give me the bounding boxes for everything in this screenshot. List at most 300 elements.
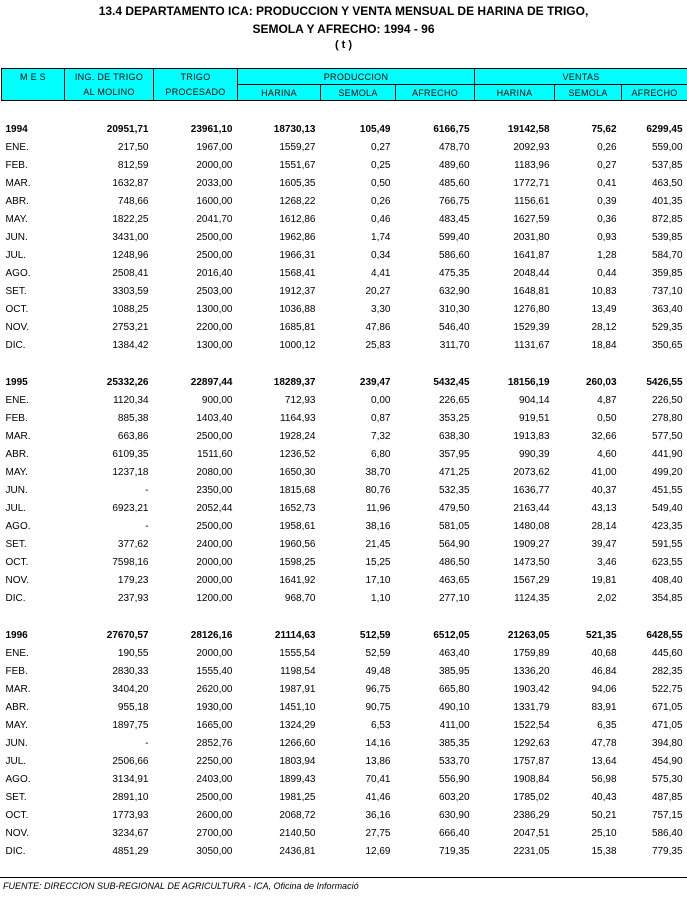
month-label: MAR.	[5, 683, 31, 695]
month-label: MAY.	[5, 213, 28, 225]
value-cell: 666,40	[438, 827, 470, 839]
value-cell: 12,69	[365, 845, 391, 857]
year-total-row	[2, 373, 687, 391]
month-label: AGO.	[5, 773, 31, 785]
value-cell: 451,55	[651, 484, 683, 496]
value-cell: 2031,80	[513, 231, 550, 243]
month-row	[2, 336, 687, 354]
value-cell: 2047,51	[513, 827, 550, 839]
value-cell: 665,80	[438, 683, 470, 695]
month-row	[2, 445, 687, 463]
value-cell: 1237,18	[112, 466, 149, 478]
value-cell: 599,40	[438, 231, 470, 243]
total-cell: 6428,55	[646, 629, 683, 641]
month-label: JUN.	[5, 737, 28, 749]
value-cell: 539,85	[651, 231, 683, 243]
total-cell: 18289,37	[273, 376, 316, 388]
value-cell: 2386,29	[513, 809, 550, 821]
value-cell: 885,38	[117, 412, 149, 424]
total-cell: 19142,58	[507, 123, 550, 135]
value-cell: 872,85	[651, 213, 683, 225]
month-label: ENE.	[5, 394, 29, 406]
value-cell: 2852,76	[196, 737, 233, 749]
value-cell: 2508,41	[112, 267, 149, 279]
value-cell: 6109,35	[112, 448, 149, 460]
spacer-row	[2, 607, 687, 626]
value-cell: 1912,37	[279, 285, 316, 297]
value-cell: 581,05	[438, 520, 470, 532]
value-cell: 2000,00	[196, 556, 233, 568]
value-cell: 2052,44	[196, 502, 233, 514]
value-cell: 385,95	[438, 665, 470, 677]
value-cell: 479,50	[438, 502, 470, 514]
value-cell: 1,28	[597, 249, 617, 261]
value-cell: 3234,67	[112, 827, 149, 839]
value-cell: 2506,66	[112, 755, 149, 767]
total-cell: 18730,13	[273, 123, 316, 135]
value-cell: 549,40	[651, 502, 683, 514]
value-cell: 56,98	[591, 773, 617, 785]
value-cell: 1652,73	[279, 502, 316, 514]
value-cell: 623,55	[651, 556, 683, 568]
total-cell: 23961,10	[190, 123, 233, 135]
value-cell: 904,14	[518, 394, 550, 406]
value-cell: 1403,40	[196, 412, 233, 424]
footer-divider	[0, 877, 687, 878]
value-cell: 919,51	[518, 412, 550, 424]
value-cell: 671,05	[651, 701, 683, 713]
value-cell: 779,35	[651, 845, 683, 857]
value-cell: 586,40	[651, 827, 683, 839]
value-cell: 1,74	[371, 231, 391, 243]
value-cell: 1650,30	[279, 466, 316, 478]
value-cell: 2250,00	[196, 755, 233, 767]
value-cell: 47,86	[365, 321, 391, 333]
value-cell: 1636,77	[513, 484, 550, 496]
value-cell: 411,00	[439, 719, 470, 731]
month-row	[2, 644, 687, 662]
value-cell: 2830,33	[112, 665, 149, 677]
header-mes: M E S	[2, 69, 65, 85]
value-cell: 13,64	[591, 755, 617, 767]
value-cell: 310,30	[438, 303, 470, 315]
month-label: FEB.	[5, 665, 28, 677]
value-cell: 0,46	[371, 213, 391, 225]
month-row	[2, 698, 687, 716]
value-cell: 1612,86	[279, 213, 316, 225]
value-cell: 83,91	[591, 701, 617, 713]
value-cell: 2092,93	[513, 141, 550, 153]
value-cell: 277,10	[438, 592, 470, 604]
value-cell: 408,40	[651, 574, 683, 586]
year-label: 1996	[5, 629, 28, 641]
value-cell: 2620,00	[196, 683, 233, 695]
value-cell: 445,60	[651, 647, 683, 659]
value-cell: 0,93	[597, 231, 617, 243]
value-cell: 1,10	[371, 592, 391, 604]
value-cell: 1759,89	[513, 647, 550, 659]
value-cell: 1632,87	[112, 177, 149, 189]
value-cell: 10,83	[591, 285, 617, 297]
value-cell: 394,80	[651, 737, 683, 749]
value-cell: 1451,10	[279, 701, 316, 713]
value-cell: 463,50	[651, 177, 683, 189]
month-row	[2, 499, 687, 517]
value-cell: 39,47	[591, 538, 617, 550]
year-label: 1994	[5, 123, 28, 135]
month-row	[2, 192, 687, 210]
value-cell: 522,75	[651, 683, 683, 695]
header-trigo: TRIGO	[154, 69, 238, 85]
value-cell: 955,18	[117, 701, 149, 713]
value-cell: 1324,29	[279, 719, 316, 731]
value-cell: 2500,00	[196, 430, 233, 442]
value-cell: 1088,25	[112, 303, 149, 315]
total-cell: 27670,57	[106, 629, 149, 641]
header-produccion-afrecho: AFRECHO	[396, 85, 475, 101]
value-cell: 812,59	[117, 159, 149, 171]
value-cell: 4,87	[597, 394, 617, 406]
value-cell: 1183,96	[514, 159, 550, 171]
month-row	[2, 409, 687, 427]
value-cell: 350,65	[651, 339, 683, 351]
value-cell: 3404,20	[112, 683, 149, 695]
value-cell: 471,05	[651, 719, 683, 731]
value-cell: 17,10	[365, 574, 391, 586]
month-row	[2, 228, 687, 246]
unit-label: ( t )	[334, 39, 353, 51]
value-cell: 485,60	[438, 177, 470, 189]
header-ing-trigo: ING. DE TRIGO	[65, 69, 154, 85]
value-cell: 1567,29	[513, 574, 550, 586]
value-cell: 1822,25	[112, 213, 149, 225]
value-cell: 0,00	[371, 394, 391, 406]
month-label: FEB.	[5, 412, 28, 424]
value-cell: 1598,25	[279, 556, 316, 568]
value-cell: 3303,59	[112, 285, 149, 297]
month-row	[2, 427, 687, 445]
value-cell: 14,16	[365, 737, 391, 749]
value-cell: 7,32	[371, 430, 391, 442]
value-cell: 2000,00	[196, 647, 233, 659]
value-cell: 441,90	[651, 448, 683, 460]
value-cell: 968,70	[284, 592, 316, 604]
month-label: OCT.	[5, 303, 29, 315]
value-cell: 357,95	[438, 448, 470, 460]
value-cell: 1266,60	[279, 737, 316, 749]
year-total-row	[2, 120, 687, 138]
value-cell: 1331,79	[513, 701, 550, 713]
value-cell: 1967,00	[196, 141, 233, 153]
source-note: FUENTE: DIRECCION SUB-REGIONAL DE AGRICULTURA - ICA, Oficina de Informació	[3, 881, 359, 891]
value-cell: 282,35	[651, 665, 683, 677]
value-cell: 471,25	[438, 466, 470, 478]
value-cell: 1803,94	[279, 755, 316, 767]
value-cell: 584,70	[651, 249, 683, 261]
value-cell: 475,35	[438, 267, 470, 279]
value-cell: 36,16	[365, 809, 391, 821]
value-cell: 591,55	[651, 538, 683, 550]
value-cell: 1605,35	[279, 177, 316, 189]
value-cell: 363,40	[651, 303, 683, 315]
value-cell: 0,87	[371, 412, 391, 424]
value-cell: 1773,93	[112, 809, 149, 821]
value-cell: 1200,00	[196, 592, 233, 604]
value-cell: 40,43	[591, 791, 617, 803]
value-cell: 1036,88	[279, 303, 316, 315]
value-cell: 4,41	[371, 267, 391, 279]
value-cell: 38,16	[365, 520, 391, 532]
value-cell: 1480,08	[513, 520, 550, 532]
month-row	[2, 806, 687, 824]
value-cell: 2041,70	[196, 213, 233, 225]
month-label: ABR.	[5, 701, 29, 713]
value-cell: 2033,00	[196, 177, 233, 189]
month-row	[2, 788, 687, 806]
month-row	[2, 553, 687, 571]
value-cell: 1627,59	[513, 213, 550, 225]
value-cell: 2140,50	[279, 827, 316, 839]
value-cell: 47,78	[591, 737, 617, 749]
total-cell: 5426,55	[646, 376, 683, 388]
value-cell: 1131,67	[514, 339, 550, 351]
value-cell: 25,83	[365, 339, 391, 351]
value-cell: 377,62	[117, 538, 149, 550]
value-cell: -	[145, 484, 149, 496]
month-label: MAY.	[5, 719, 28, 731]
value-cell: 532,35	[438, 484, 470, 496]
value-cell: 1981,25	[279, 791, 316, 803]
value-cell: 21,45	[365, 538, 391, 550]
value-cell: 385,35	[438, 737, 470, 749]
value-cell: 2016,40	[196, 267, 233, 279]
value-cell: 423,35	[651, 520, 683, 532]
month-label: SET.	[5, 791, 27, 803]
month-label: JUL.	[5, 755, 27, 767]
value-cell: 41,46	[365, 791, 391, 803]
value-cell: 2600,00	[196, 809, 233, 821]
value-cell: 486,50	[438, 556, 470, 568]
value-cell: 603,20	[438, 791, 470, 803]
value-cell: 0,39	[597, 195, 617, 207]
month-row	[2, 752, 687, 770]
value-cell: 0,50	[597, 412, 617, 424]
value-cell: 6,35	[597, 719, 617, 731]
value-cell: 38,70	[365, 466, 391, 478]
value-cell: 2753,21	[112, 321, 149, 333]
value-cell: 18,84	[591, 339, 617, 351]
value-cell: 70,41	[365, 773, 391, 785]
month-label: JUL.	[5, 249, 27, 261]
value-cell: 1958,61	[279, 520, 316, 532]
month-label: DIC.	[5, 339, 26, 351]
value-cell: 1120,34	[113, 394, 149, 406]
value-cell: 766,75	[438, 195, 470, 207]
value-cell: 0,26	[597, 141, 617, 153]
month-row	[2, 481, 687, 499]
header-produccion-semola: SEMOLA	[321, 85, 396, 101]
month-label: NOV.	[5, 574, 30, 586]
value-cell: 559,00	[651, 141, 683, 153]
value-cell: 990,39	[518, 448, 550, 460]
value-cell: 2503,00	[196, 285, 233, 297]
value-cell: 1511,60	[197, 448, 233, 460]
value-cell: 13,49	[591, 303, 617, 315]
value-cell: 2163,44	[513, 502, 550, 514]
value-cell: 2048,44	[513, 267, 550, 279]
month-label: OCT.	[5, 809, 29, 821]
value-cell: 1300,00	[196, 303, 233, 315]
value-cell: 1473,50	[513, 556, 550, 568]
value-cell: 1966,31	[279, 249, 316, 261]
value-cell: 41,00	[591, 466, 617, 478]
total-cell: 75,62	[591, 123, 617, 135]
value-cell: 2436,81	[279, 845, 316, 857]
value-cell: 737,10	[651, 285, 683, 297]
value-cell: 7598,16	[112, 556, 149, 568]
value-cell: 537,85	[651, 159, 683, 171]
value-cell: 226,50	[651, 394, 683, 406]
value-cell: 1336,20	[513, 665, 550, 677]
value-cell: 15,38	[591, 845, 617, 857]
value-cell: 401,35	[651, 195, 683, 207]
value-cell: 1665,00	[196, 719, 233, 731]
value-cell: 1930,00	[196, 701, 233, 713]
value-cell: 1913,83	[513, 430, 550, 442]
total-cell: 6166,75	[433, 123, 470, 135]
value-cell: 663,86	[117, 430, 149, 442]
month-label: ABR.	[5, 195, 29, 207]
total-cell: 21114,63	[274, 629, 316, 641]
total-cell: 5432,45	[433, 376, 470, 388]
month-row	[2, 842, 687, 860]
total-cell: 21263,05	[507, 629, 550, 641]
value-cell: 586,60	[438, 249, 470, 261]
value-cell: 0,36	[597, 213, 617, 225]
month-row	[2, 680, 687, 698]
value-cell: 2500,00	[196, 249, 233, 261]
value-cell: 1641,92	[279, 574, 316, 586]
value-cell: 1000,12	[279, 339, 316, 351]
value-cell: 217,50	[117, 141, 149, 153]
value-cell: 1292,63	[513, 737, 550, 749]
value-cell: 354,85	[651, 592, 683, 604]
value-cell: 577,50	[651, 430, 683, 442]
month-row	[2, 571, 687, 589]
month-label: ENE.	[5, 647, 29, 659]
month-label: AGO.	[5, 520, 31, 532]
value-cell: 3134,91	[112, 773, 149, 785]
month-row	[2, 662, 687, 680]
month-label: SET.	[5, 538, 27, 550]
value-cell: 1156,61	[514, 195, 550, 207]
value-cell: 3,30	[371, 303, 391, 315]
month-row	[2, 318, 687, 336]
value-cell: 28,12	[591, 321, 617, 333]
value-cell: 712,93	[284, 394, 316, 406]
value-cell: 179,23	[117, 574, 149, 586]
value-cell: 499,20	[651, 466, 683, 478]
page-subtitle: SEMOLA Y AFRECHO: 1994 - 96	[252, 22, 435, 36]
value-cell: 2231,05	[513, 845, 550, 857]
header-produccion: PRODUCCION	[238, 69, 475, 85]
value-cell: 226,65	[438, 394, 470, 406]
value-cell: 46,84	[591, 665, 617, 677]
header-ventas-semola: SEMOLA	[555, 85, 622, 101]
value-cell: -	[145, 737, 149, 749]
month-label: NOV.	[5, 321, 30, 333]
value-cell: 1772,71	[513, 177, 550, 189]
value-cell: 1276,80	[513, 303, 550, 315]
value-cell: 0,34	[371, 249, 391, 261]
value-cell: 748,66	[117, 195, 149, 207]
month-label: JUN.	[5, 484, 28, 496]
value-cell: 49,48	[365, 665, 391, 677]
total-cell: 20951,71	[106, 123, 149, 135]
value-cell: 6,53	[371, 719, 391, 731]
month-label: ABR.	[5, 448, 29, 460]
month-row	[2, 282, 687, 300]
value-cell: 2700,00	[196, 827, 233, 839]
value-cell: 27,75	[365, 827, 391, 839]
value-cell: 757,15	[651, 809, 683, 821]
value-cell: 1164,93	[280, 412, 316, 424]
value-cell: 1236,52	[279, 448, 316, 460]
value-cell: 2400,00	[196, 538, 233, 550]
value-cell: 11,96	[366, 502, 391, 514]
value-cell: 719,35	[438, 845, 470, 857]
value-cell: 1899,43	[279, 773, 316, 785]
value-cell: 529,35	[651, 321, 683, 333]
header-ventas-afrecho: AFRECHO	[622, 85, 687, 101]
month-row	[2, 391, 687, 409]
spacer-row	[2, 354, 687, 373]
month-row	[2, 716, 687, 734]
table-header	[2, 69, 687, 101]
header-trigo-line2: PROCESADO	[154, 85, 238, 101]
value-cell: 546,40	[438, 321, 470, 333]
value-cell: 80,76	[365, 484, 391, 496]
value-cell: 1785,02	[513, 791, 550, 803]
value-cell: 1909,27	[513, 538, 550, 550]
value-cell: 1757,87	[513, 755, 550, 767]
value-cell: 630,90	[438, 809, 470, 821]
month-label: JUN.	[5, 231, 28, 243]
page-title: 13.4 DEPARTAMENTO ICA: PRODUCCION Y VENTA MENSUAL DE HARINA DE TRIGO,	[98, 4, 589, 18]
value-cell: 0,44	[597, 267, 617, 279]
month-row	[2, 138, 687, 156]
month-row	[2, 734, 687, 752]
value-cell: 0,27	[597, 159, 617, 171]
value-cell: 1568,41	[279, 267, 316, 279]
value-cell: 1300,00	[196, 339, 233, 351]
month-label: MAR.	[5, 430, 31, 442]
total-cell: 105,49	[359, 123, 391, 135]
value-cell: 1559,27	[279, 141, 316, 153]
value-cell: 1908,84	[513, 773, 550, 785]
month-label: MAY.	[5, 466, 28, 478]
month-label: JUL.	[5, 502, 27, 514]
value-cell: 2891,10	[112, 791, 149, 803]
total-cell: 6299,45	[646, 123, 683, 135]
value-cell: 632,90	[438, 285, 470, 297]
total-cell: 239,47	[359, 376, 391, 388]
header-ventas: VENTAS	[475, 69, 687, 85]
value-cell: 490,10	[438, 701, 470, 713]
value-cell: 533,70	[438, 755, 470, 767]
total-cell: 25332,26	[106, 376, 149, 388]
value-cell: 311,70	[439, 339, 470, 351]
